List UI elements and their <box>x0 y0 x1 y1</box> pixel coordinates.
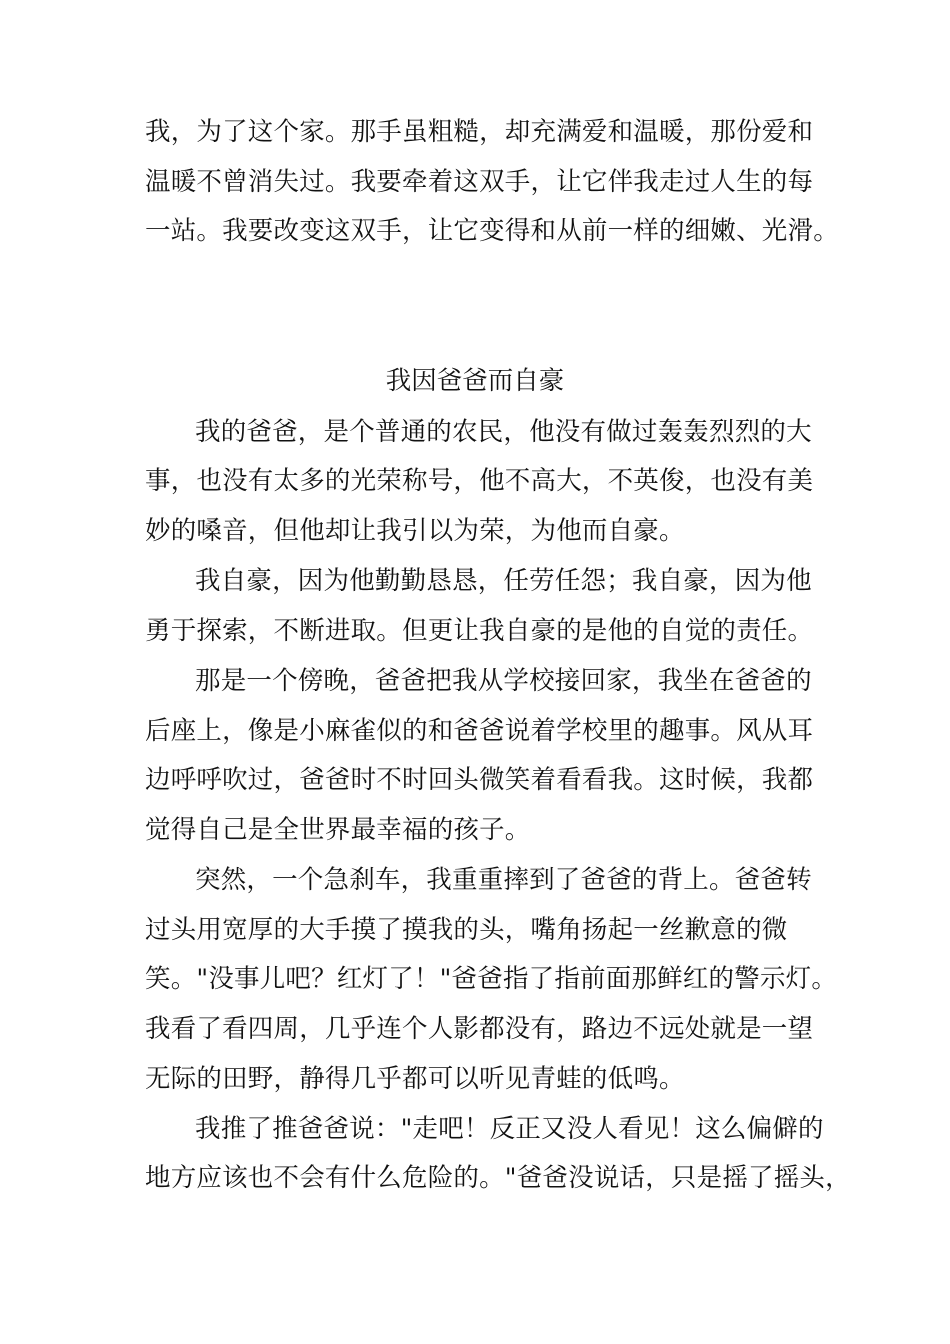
paragraph-line: 无际的田野，静得几乎都可以听见青蛙的低鸣。 <box>145 1064 685 1094</box>
paragraph-line: 我看了看四周，几乎连个人影都没有，路边不远处就是一望 <box>145 1014 814 1044</box>
intro-line-2: 温暖不曾消失过。我要牵着这双手，让它伴我走过人生的每 <box>145 167 814 197</box>
paragraph-line: 我自豪，因为他勤勤恳恳，任劳任怨；我自豪，因为他 <box>195 566 812 596</box>
essay-title: 我因爸爸而自豪 <box>385 366 565 396</box>
paragraph-line: 勇于探索，不断进取。但更让我自豪的是他的自觉的责任。 <box>145 616 814 646</box>
paragraph-line: 我的爸爸，是个普通的农民，他没有做过轰轰烈烈的大 <box>195 417 812 447</box>
intro-line-3: 一站。我要改变这双手，让它变得和从前一样的细嫩、光滑。 <box>145 216 839 246</box>
paragraph-line: 觉得自己是全世界最幸福的孩子。 <box>145 815 531 845</box>
paragraph-line: 我推了推爸爸说："走吧！反正又没人看见！这么偏僻的 <box>195 1114 824 1144</box>
intro-line-1: 我，为了这个家。那手虽粗糙，却充满爱和温暖，那份爱和 <box>145 117 814 147</box>
paragraph-line: 地方应该也不会有什么危险的。"爸爸没说话，只是摇了摇头， <box>145 1163 851 1193</box>
paragraph-line: 突然，一个急刹车，我重重摔到了爸爸的背上。爸爸转 <box>195 865 812 895</box>
paragraph-line: 事，也没有太多的光荣称号，他不高大，不英俊，也没有美 <box>145 466 814 496</box>
paragraph-line: 过头用宽厚的大手摸了摸我的头，嘴角扬起一丝歉意的微 <box>145 915 788 945</box>
paragraph-line: 后座上，像是小麻雀似的和爸爸说着学校里的趣事。风从耳 <box>145 716 814 746</box>
paragraph-line: 笑。"没事儿吧？红灯了！"爸爸指了指前面那鲜红的警示灯。 <box>145 964 838 994</box>
paragraph-line: 那是一个傍晚，爸爸把我从学校接回家，我坐在爸爸的 <box>195 666 812 696</box>
paragraph-line: 妙的嗓音，但他却让我引以为荣，为他而自豪。 <box>145 516 685 546</box>
paragraph-line: 边呼呼吹过，爸爸时不时回头微笑着看看我。这时候，我都 <box>145 765 814 795</box>
